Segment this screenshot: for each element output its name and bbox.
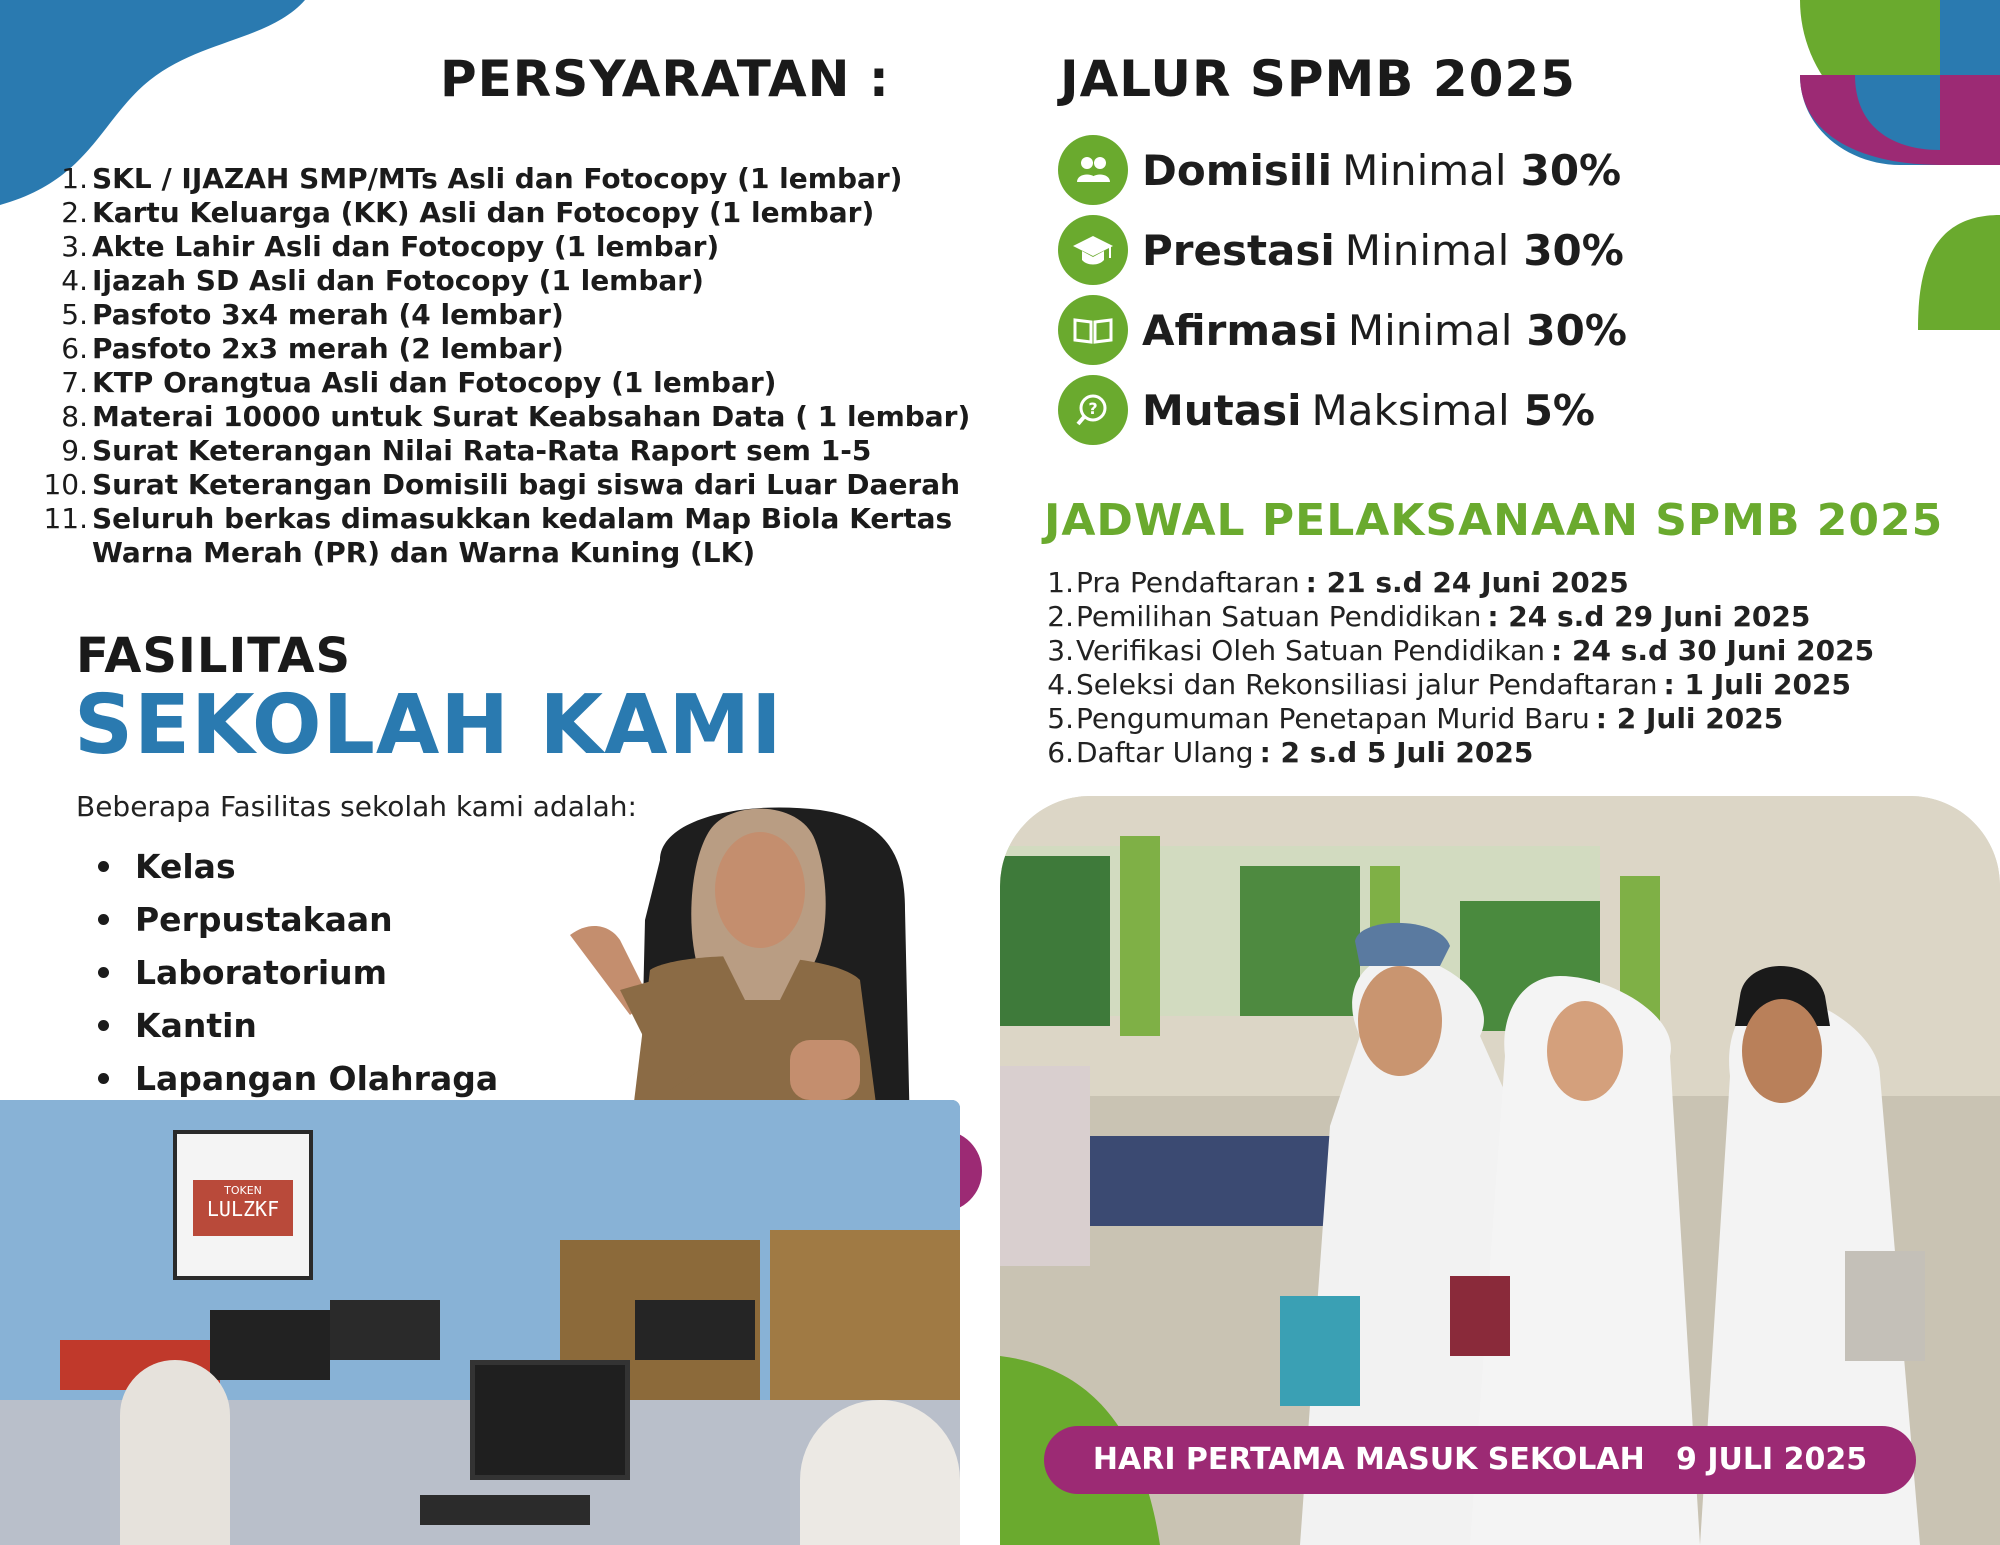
fasilitas-intro: Beberapa Fasilitas sekolah kami adalah: xyxy=(76,790,637,823)
projector-screen xyxy=(173,1130,313,1280)
monitor xyxy=(635,1300,755,1360)
list-item: 6. Pasfoto 2x3 merah (2 lembar) xyxy=(61,332,564,365)
bullet-icon xyxy=(98,861,109,872)
monitor xyxy=(470,1360,630,1480)
token-box xyxy=(193,1180,293,1236)
list-item: 2. Kartu Keluarga (KK) Asli dan Fotocopy (1 lembar) xyxy=(61,196,875,229)
list-item: 10. Surat Keterangan Domisili bagi siswa dari Luar Daerah xyxy=(43,468,961,501)
list-item: 4. Seleksi dan Rekonsiliasi jalur Pendaftaran : 1 Juli 2025 xyxy=(1047,668,1851,701)
list-item: 8. Materai 10000 untuk Surat Keabsahan Data ( 1 lembar) xyxy=(61,400,971,433)
list-item: 9. Surat Keterangan Nilai Rata-Rata Raport sem 1-5 xyxy=(61,434,872,467)
list-item: 3. Verifikasi Oleh Satuan Pendidikan : 24 s.d 30 Juni 2025 xyxy=(1047,634,1875,667)
token-code: LULZKF xyxy=(206,1197,280,1221)
principal-photo xyxy=(560,800,960,1135)
list-item: Perpustakaan xyxy=(98,893,498,946)
list-item: Prestasi Minimal 30% xyxy=(1058,210,1627,290)
monitor xyxy=(330,1300,440,1360)
list-item: 6. Daftar Ulang : 2 s.d 5 Juli 2025 xyxy=(1047,736,1534,769)
bullet-icon xyxy=(98,1020,109,1031)
student xyxy=(120,1360,230,1545)
people-icon xyxy=(1058,135,1128,205)
monitor xyxy=(210,1310,330,1380)
book-icon xyxy=(1058,295,1128,365)
keyboard xyxy=(420,1495,590,1525)
first-day-label: HARI PERTAMA MASUK SEKOLAH xyxy=(1092,1442,1645,1477)
fasilitas-heading: FASILITAS xyxy=(76,628,352,684)
schedule-list xyxy=(1040,566,1874,770)
first-day-banner xyxy=(1044,1426,1916,1494)
bullet-icon xyxy=(98,1073,109,1084)
list-item: 7. KTP Orangtua Asli dan Fotocopy (1 lembar) xyxy=(61,366,777,399)
list-item: 3. Akte Lahir Asli dan Fotocopy (1 lembar) xyxy=(61,230,720,263)
bullet-icon xyxy=(98,967,109,978)
jalur-title: JALUR SPMB 2025 xyxy=(1060,50,1576,108)
list-item: Lapangan Olahraga xyxy=(98,1052,498,1105)
list-item: Laboratorium xyxy=(98,946,498,999)
token-label: TOKEN xyxy=(224,1184,262,1197)
list-item: 5. Pengumuman Penetapan Murid Baru : 2 Juli 2025 xyxy=(1047,702,1784,735)
list-item: 1. Pra Pendaftaran : 21 s.d 24 Juni 2025 xyxy=(1047,566,1629,599)
list-item: 5. Pasfoto 3x4 merah (4 lembar) xyxy=(61,298,564,331)
jadwal-title: JADWAL PELAKSANAAN SPMB 2025 xyxy=(1044,495,1944,546)
sekolah-kami-heading: SEKOLAH KAMI xyxy=(74,678,783,773)
list-item: Kelas xyxy=(98,840,498,893)
list-item: 11. Seluruh berkas dimasukkan kedalam Map Biola Kertas Warna Merah (PR) dan Warna Kuning (LK) xyxy=(43,502,953,569)
svg-text:?: ? xyxy=(1088,399,1098,418)
question-search-icon xyxy=(1058,375,1128,445)
computer-lab-photo xyxy=(0,1100,960,1545)
first-day-date: 9 JULI 2025 xyxy=(1676,1442,1868,1477)
persyaratan-title: PERSYARATAN : xyxy=(440,50,890,108)
jalur-list xyxy=(1058,130,1627,450)
list-item: 2. Pemilihan Satuan Pendidikan : 24 s.d 29 Juni 2025 xyxy=(1047,600,1811,633)
bullet-icon xyxy=(98,914,109,925)
list-item: Kantin xyxy=(98,999,498,1052)
graduation-cap-icon xyxy=(1058,215,1128,285)
list-item: 4. Ijazah SD Asli dan Fotocopy (1 lembar) xyxy=(61,264,704,297)
decor-top-right xyxy=(1660,0,2000,330)
facilities-list xyxy=(98,840,498,1105)
list-item: Domisili Minimal 30% xyxy=(1058,130,1627,210)
list-item: ? Mutasi Maksimal 5% xyxy=(1058,370,1627,450)
list-item: Afirmasi Minimal 30% xyxy=(1058,290,1627,370)
requirements-list xyxy=(40,162,1000,570)
list-item: 1. SKL / IJAZAH SMP/MTs Asli dan Fotocopy (1 lembar) xyxy=(61,162,903,195)
